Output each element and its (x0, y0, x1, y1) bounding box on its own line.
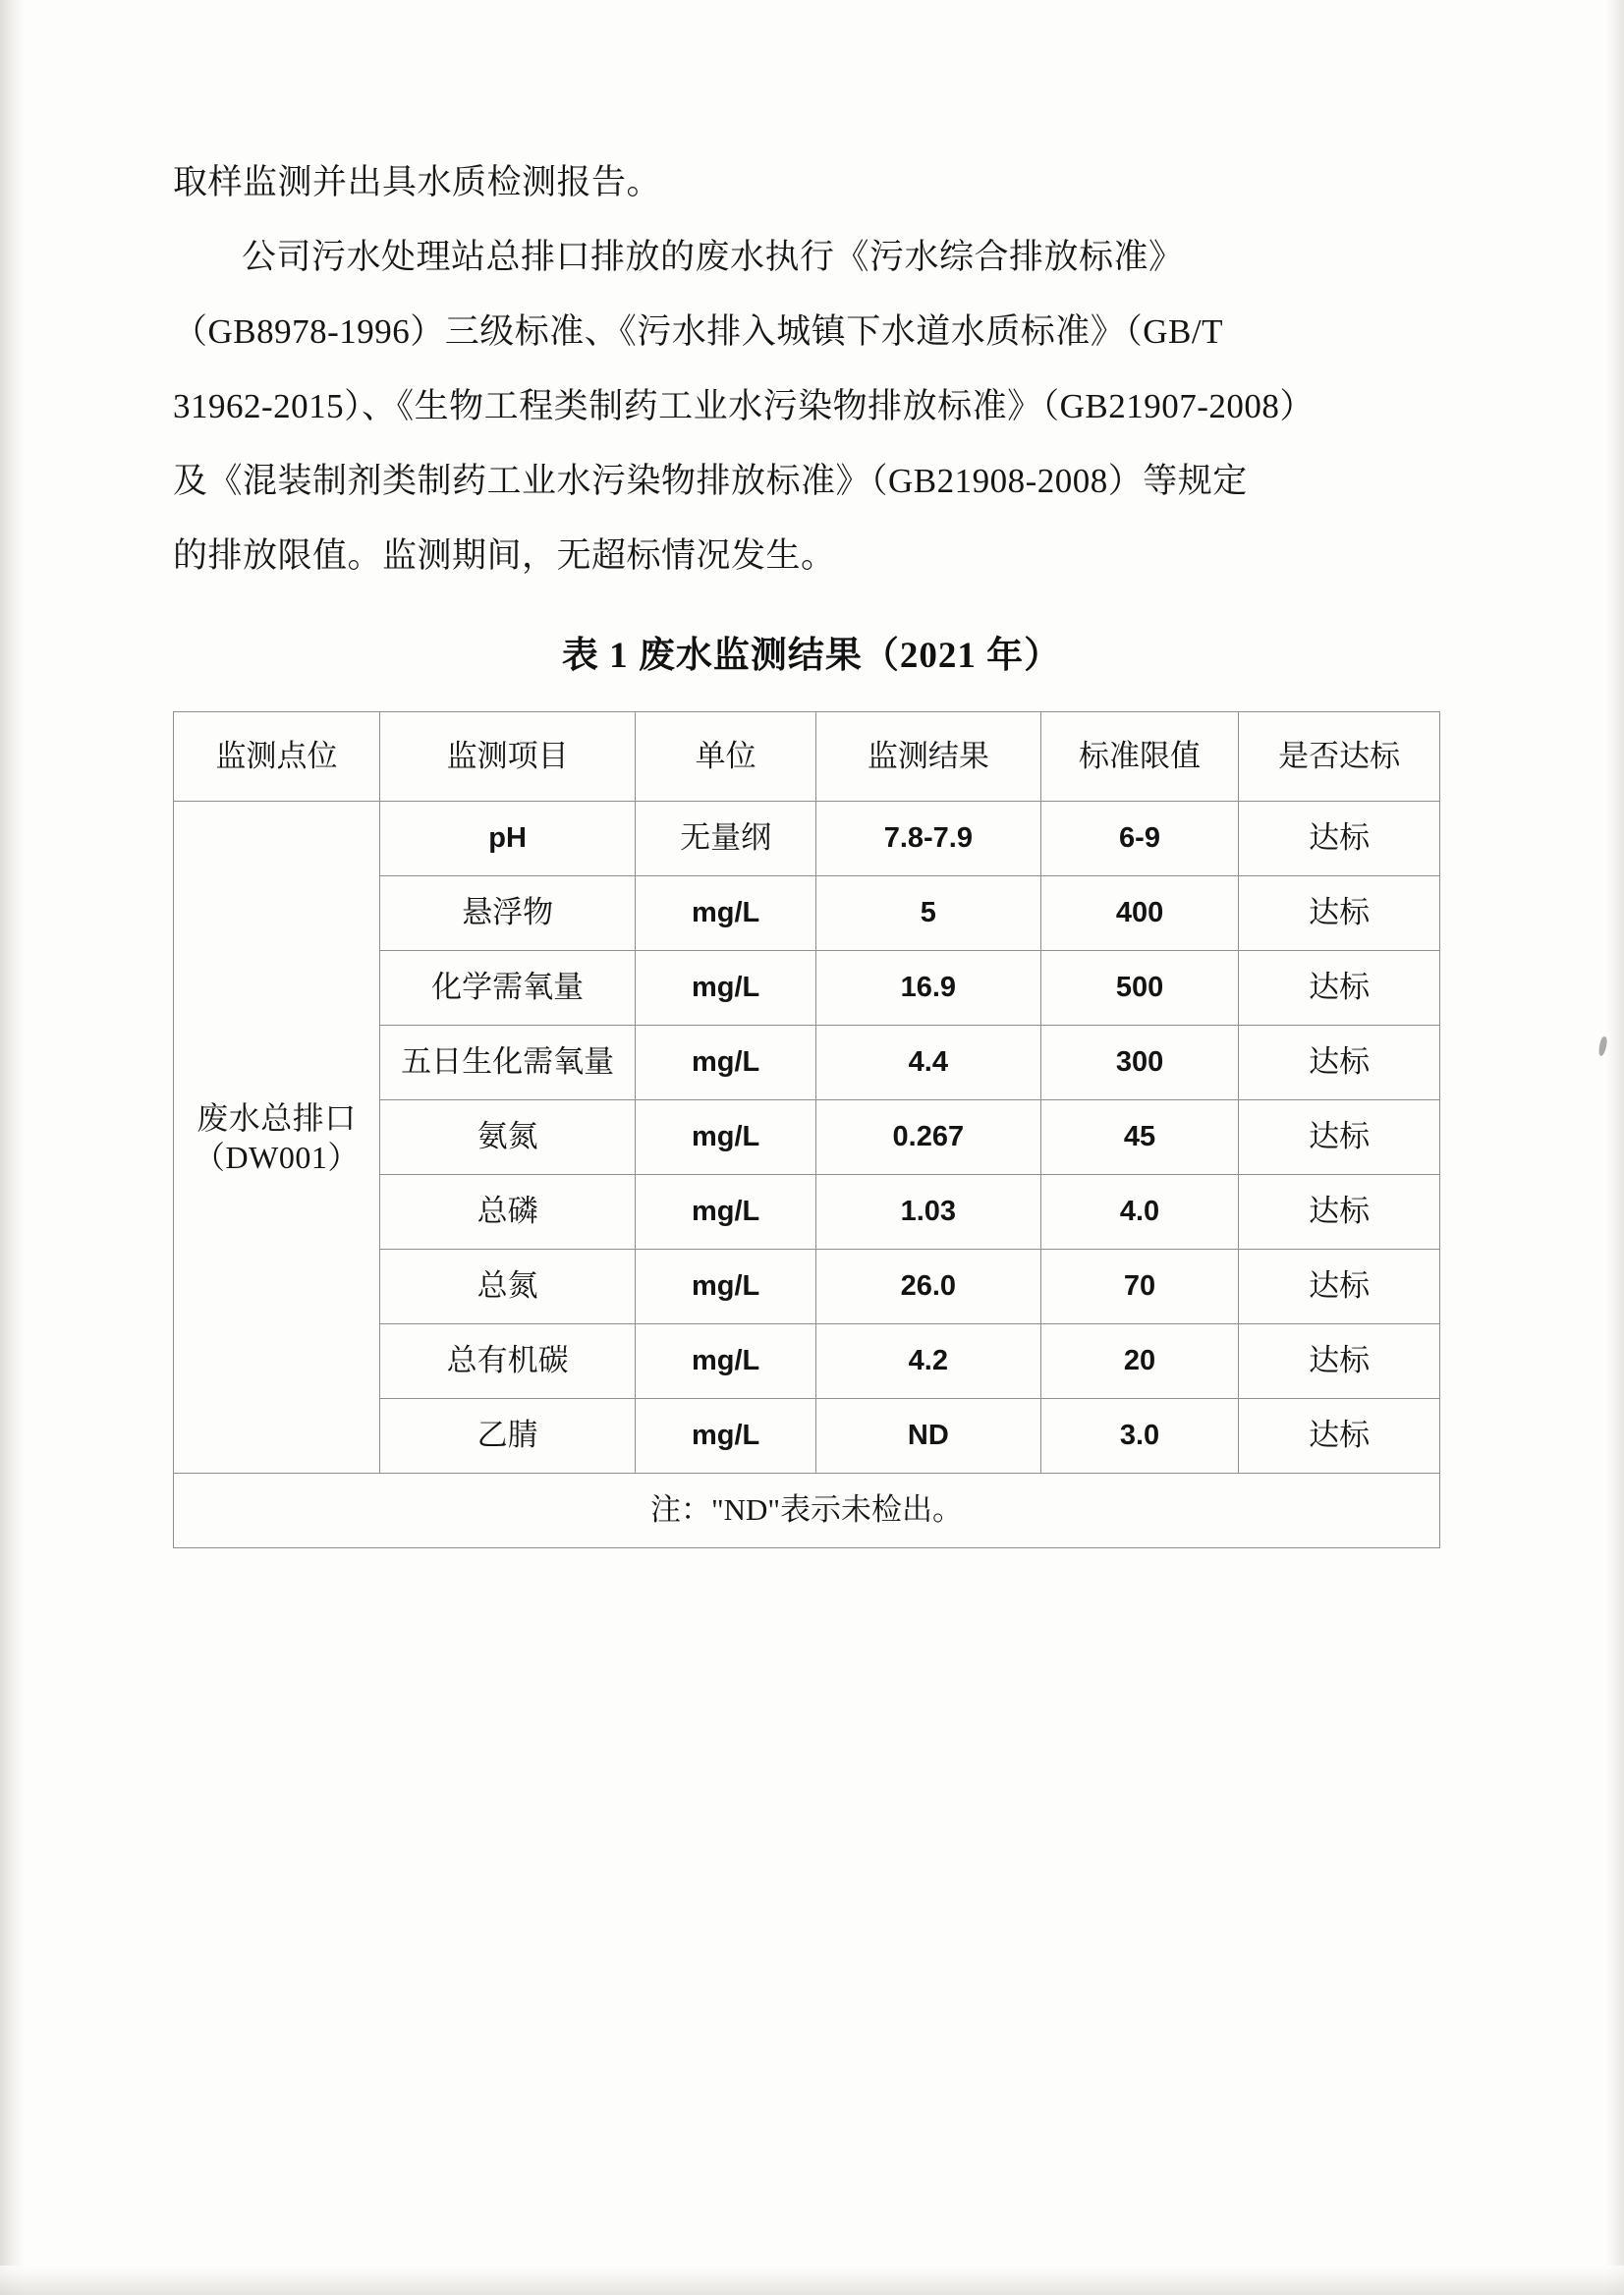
cell-result: 5 (815, 876, 1040, 951)
paragraph-line-1: 取样监测并出具水质检测报告。 (173, 163, 662, 201)
cell-result: 7.8-7.9 (815, 802, 1040, 876)
scan-edge-shadow-left (0, 0, 26, 2295)
cell-compliance: 达标 (1239, 1026, 1440, 1100)
cell-compliance: 达标 (1239, 951, 1440, 1026)
paragraph-line-6: 的排放限值。监测期间，无超标情况发生。 (173, 536, 836, 575)
scan-edge-shadow-bottom (0, 2266, 1624, 2295)
monitoring-point-name: 废水总排口 (196, 1099, 357, 1136)
cell-unit: mg/L (636, 1026, 816, 1100)
wastewater-monitoring-table (173, 711, 1440, 1548)
cell-compliance: 达标 (1239, 1100, 1440, 1175)
cell-limit: 300 (1040, 1026, 1239, 1100)
scan-edge-shadow-right (1604, 0, 1624, 2295)
table-note-row (174, 1474, 1440, 1548)
table-header-row (174, 712, 1440, 802)
wastewater-monitoring-table-wrapper (173, 711, 1440, 1548)
column-header-monitoring-item: 监测项目 (379, 712, 635, 802)
cell-unit: 无量纲 (636, 802, 816, 876)
cell-result: 1.03 (815, 1175, 1040, 1250)
cell-item: pH (379, 802, 635, 876)
cell-compliance: 达标 (1239, 802, 1440, 876)
paragraph-line-5: 及《混装制剂类制药工业水污染物排放标准》（GB21908-2008）等规定 (173, 462, 1248, 500)
cell-limit: 70 (1040, 1250, 1239, 1324)
cell-item: 悬浮物 (379, 876, 635, 951)
cell-limit: 3.0 (1040, 1399, 1239, 1474)
page-content (173, 0, 1450, 1548)
cell-item: 化学需氧量 (379, 951, 635, 1026)
monitoring-point-cell (174, 802, 380, 1474)
cell-item: 氨氮 (379, 1100, 635, 1175)
cell-unit: mg/L (636, 1100, 816, 1175)
cell-result: 16.9 (815, 951, 1040, 1026)
cell-compliance: 达标 (1239, 1399, 1440, 1474)
cell-compliance: 达标 (1239, 1324, 1440, 1399)
cell-result: 26.0 (815, 1250, 1040, 1324)
cell-result: ND (815, 1399, 1040, 1474)
cell-unit: mg/L (636, 1324, 816, 1399)
column-header-result: 监测结果 (815, 712, 1040, 802)
cell-unit: mg/L (636, 876, 816, 951)
monitoring-point-code: （DW001） (194, 1139, 360, 1175)
cell-compliance: 达标 (1239, 876, 1440, 951)
table-row (174, 802, 1440, 876)
cell-unit: mg/L (636, 1175, 816, 1250)
paragraph-line-3: （GB8978-1996）三级标准、《污水排入城镇下水道水质标准》（GB/T (173, 312, 1224, 351)
cell-compliance: 达标 (1239, 1175, 1440, 1250)
cell-unit: mg/L (636, 1399, 816, 1474)
table-note: 注："ND"表示未检出。 (174, 1474, 1440, 1548)
paragraph-line-4: 31962-2015）、《生物工程类制药工业水污染物排放标准》（GB21907-2008） (173, 387, 1315, 425)
cell-limit: 4.0 (1040, 1175, 1239, 1250)
cell-item: 总有机碳 (379, 1324, 635, 1399)
cell-result: 0.267 (815, 1100, 1040, 1175)
column-header-unit: 单位 (636, 712, 816, 802)
column-header-standard-limit: 标准限值 (1040, 712, 1239, 802)
cell-unit: mg/L (636, 1250, 816, 1324)
cell-result: 4.4 (815, 1026, 1040, 1100)
cell-limit: 20 (1040, 1324, 1239, 1399)
cell-limit: 6-9 (1040, 802, 1239, 876)
table-caption: 表 1 废水监测结果（2021 年） (561, 636, 1062, 676)
column-header-compliance: 是否达标 (1239, 712, 1440, 802)
cell-item: 五日生化需氧量 (379, 1026, 635, 1100)
cell-limit: 500 (1040, 951, 1239, 1026)
paragraph-line-2: 公司污水处理站总排口排放的废水执行《污水综合排放标准》 (242, 238, 1184, 276)
cell-item: 乙腈 (379, 1399, 635, 1474)
cell-result: 4.2 (815, 1324, 1040, 1399)
cell-unit: mg/L (636, 951, 816, 1026)
column-header-monitoring-point: 监测点位 (174, 712, 380, 802)
cell-compliance: 达标 (1239, 1250, 1440, 1324)
cell-limit: 400 (1040, 876, 1239, 951)
cell-item: 总磷 (379, 1175, 635, 1250)
cell-item: 总氮 (379, 1250, 635, 1324)
cell-limit: 45 (1040, 1100, 1239, 1175)
